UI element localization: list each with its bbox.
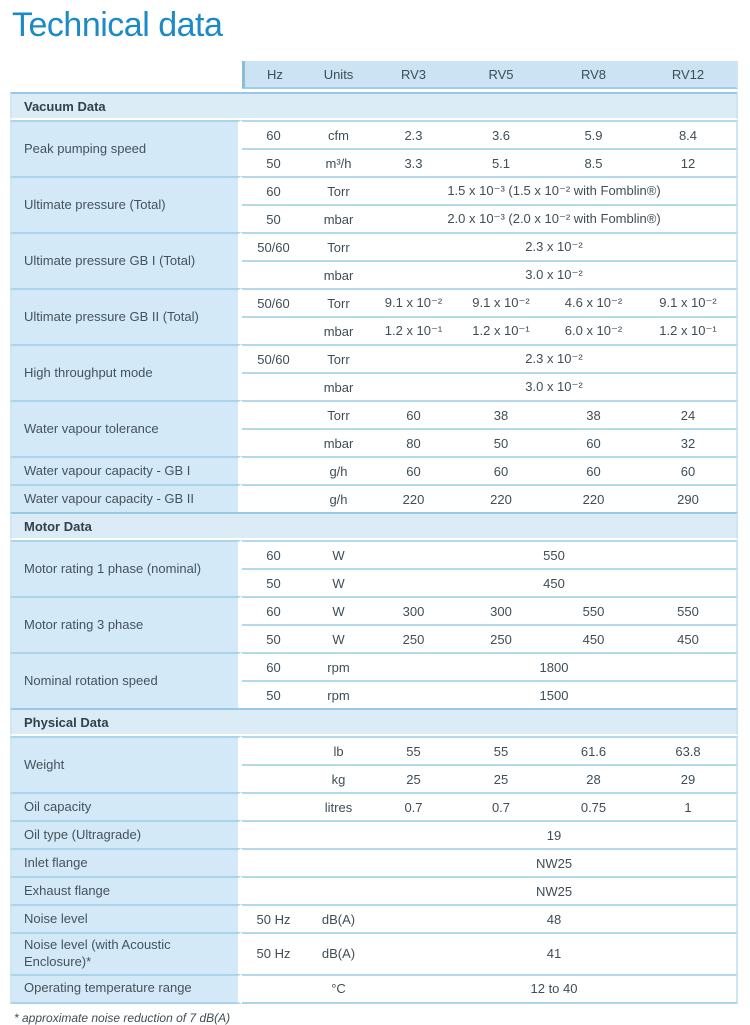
- value-cell: 9.1 x 10⁻²: [640, 288, 738, 316]
- hz-cell: 50/60: [242, 344, 305, 372]
- table-row: [10, 400, 738, 428]
- value-cell: 50: [455, 428, 547, 456]
- value-span-cell: 550: [372, 540, 738, 568]
- row-label: Noise level (with Acoustic Enclosure)*: [10, 932, 242, 974]
- value-cell: 60: [372, 456, 455, 484]
- hz-cell: 50: [242, 148, 305, 176]
- units-cell: litres: [305, 792, 372, 820]
- value-cell: 250: [455, 624, 547, 652]
- hz-cell: [242, 876, 305, 904]
- row-label: Water vapour capacity - GB II: [10, 484, 242, 512]
- value-cell: 60: [547, 428, 640, 456]
- table-row: [10, 736, 738, 764]
- value-span-cell: 2.3 x 10⁻²: [372, 232, 738, 260]
- value-cell: 9.1 x 10⁻²: [455, 288, 547, 316]
- value-cell: 38: [547, 400, 640, 428]
- value-span-cell: 3.0 x 10⁻²: [372, 372, 738, 400]
- value-cell: 61.6: [547, 736, 640, 764]
- section-header: Vacuum Data: [10, 92, 738, 120]
- units-cell: mbar: [305, 372, 372, 400]
- units-cell: g/h: [305, 484, 372, 512]
- value-cell: 8.4: [640, 120, 738, 148]
- column-header-units: Units: [305, 61, 372, 89]
- value-cell: 60: [547, 456, 640, 484]
- column-header-rv5: RV5: [455, 61, 547, 89]
- value-cell: 32: [640, 428, 738, 456]
- table-row: [10, 484, 738, 512]
- hz-cell: 50 Hz: [242, 904, 305, 932]
- value-cell: 1.2 x 10⁻¹: [372, 316, 455, 344]
- value-cell: 24: [640, 400, 738, 428]
- units-cell: dB(A): [305, 932, 372, 974]
- value-cell: 300: [455, 596, 547, 624]
- value-span-cell: 1.5 x 10⁻³ (1.5 x 10⁻² with Fomblin®): [372, 176, 738, 204]
- value-cell: 80: [372, 428, 455, 456]
- row-label: High throughput mode: [10, 344, 242, 400]
- hz-cell: 50: [242, 624, 305, 652]
- units-cell: [305, 848, 372, 876]
- row-label: Water vapour tolerance: [10, 400, 242, 456]
- hz-cell: [242, 484, 305, 512]
- hz-cell: [242, 400, 305, 428]
- value-cell: 290: [640, 484, 738, 512]
- value-cell: 1.2 x 10⁻¹: [640, 316, 738, 344]
- table-row: [10, 652, 738, 680]
- column-header-rv12: RV12: [640, 61, 738, 89]
- value-cell: 29: [640, 764, 738, 792]
- value-span-cell: 1800: [372, 652, 738, 680]
- row-label: Motor rating 1 phase (nominal): [10, 540, 242, 596]
- table-row: [10, 456, 738, 484]
- units-cell: g/h: [305, 456, 372, 484]
- row-label: Weight: [10, 736, 242, 792]
- value-cell: 2.3: [372, 120, 455, 148]
- table-row: [10, 904, 738, 932]
- hz-cell: 50/60: [242, 288, 305, 316]
- units-cell: Torr: [305, 344, 372, 372]
- table-row: [10, 596, 738, 624]
- column-header-rv3: RV3: [372, 61, 455, 89]
- table-row: [10, 120, 738, 148]
- table-header-row: [10, 61, 738, 89]
- value-cell: 450: [547, 624, 640, 652]
- units-cell: Torr: [305, 176, 372, 204]
- units-cell: °C: [305, 974, 372, 1004]
- value-cell: 6.0 x 10⁻²: [547, 316, 640, 344]
- value-cell: 25: [372, 764, 455, 792]
- hz-cell: [242, 736, 305, 764]
- row-label: Nominal rotation speed: [10, 652, 242, 708]
- units-cell: W: [305, 596, 372, 624]
- value-cell: 0.75: [547, 792, 640, 820]
- row-label: Noise level: [10, 904, 242, 932]
- value-cell: 60: [640, 456, 738, 484]
- value-cell: 550: [547, 596, 640, 624]
- hz-cell: 50: [242, 568, 305, 596]
- column-header-hz: Hz: [242, 61, 305, 89]
- units-cell: rpm: [305, 652, 372, 680]
- value-span-cell: 450: [372, 568, 738, 596]
- table-row: [10, 344, 738, 372]
- hz-cell: 50: [242, 680, 305, 708]
- table-row: [10, 288, 738, 316]
- units-cell: Torr: [305, 400, 372, 428]
- value-cell: 3.6: [455, 120, 547, 148]
- units-cell: cfm: [305, 120, 372, 148]
- table-row: [10, 876, 738, 904]
- table-row: [10, 540, 738, 568]
- value-cell: 1.2 x 10⁻¹: [455, 316, 547, 344]
- hz-cell: [242, 848, 305, 876]
- column-header-empty: [10, 61, 242, 89]
- units-cell: mbar: [305, 428, 372, 456]
- hz-cell: [242, 428, 305, 456]
- units-cell: [305, 820, 372, 848]
- units-cell: lb: [305, 736, 372, 764]
- units-cell: [305, 876, 372, 904]
- value-cell: 25: [455, 764, 547, 792]
- table-row: [10, 932, 738, 974]
- value-cell: 0.7: [455, 792, 547, 820]
- spec-table-body: [10, 89, 738, 1004]
- value-cell: 5.1: [455, 148, 547, 176]
- hz-cell: 50/60: [242, 232, 305, 260]
- row-label: Motor rating 3 phase: [10, 596, 242, 652]
- value-cell: 4.6 x 10⁻²: [547, 288, 640, 316]
- value-span-cell: 12 to 40: [372, 974, 738, 1004]
- value-cell: 3.3: [372, 148, 455, 176]
- row-label: Oil capacity: [10, 792, 242, 820]
- units-cell: kg: [305, 764, 372, 792]
- value-span-cell: 2.3 x 10⁻²: [372, 344, 738, 372]
- column-header-rv8: RV8: [547, 61, 640, 89]
- units-cell: mbar: [305, 316, 372, 344]
- value-cell: 0.7: [372, 792, 455, 820]
- table-row: [10, 232, 738, 260]
- units-cell: W: [305, 624, 372, 652]
- value-cell: 220: [372, 484, 455, 512]
- value-cell: 55: [455, 736, 547, 764]
- hz-cell: [242, 372, 305, 400]
- value-span-cell: 41: [372, 932, 738, 974]
- table-row: [10, 974, 738, 1004]
- value-cell: 60: [372, 400, 455, 428]
- section-header: Physical Data: [10, 708, 738, 736]
- units-cell: W: [305, 568, 372, 596]
- table-row: [10, 848, 738, 876]
- value-cell: 450: [640, 624, 738, 652]
- hz-cell: 60: [242, 652, 305, 680]
- value-cell: 1: [640, 792, 738, 820]
- value-span-cell: NW25: [372, 876, 738, 904]
- row-label: Ultimate pressure GB II (Total): [10, 288, 242, 344]
- value-cell: 55: [372, 736, 455, 764]
- hz-cell: 60: [242, 176, 305, 204]
- units-cell: dB(A): [305, 904, 372, 932]
- row-label: Ultimate pressure (Total): [10, 176, 242, 232]
- footnote: * approximate noise reduction of 7 dB(A): [14, 1010, 231, 1025]
- units-cell: rpm: [305, 680, 372, 708]
- hz-cell: [242, 260, 305, 288]
- value-span-cell: NW25: [372, 848, 738, 876]
- value-cell: 9.1 x 10⁻²: [372, 288, 455, 316]
- value-cell: 12: [640, 148, 738, 176]
- units-cell: W: [305, 540, 372, 568]
- value-cell: 28: [547, 764, 640, 792]
- table-row: [10, 176, 738, 204]
- row-label: Peak pumping speed: [10, 120, 242, 176]
- value-cell: 300: [372, 596, 455, 624]
- page: [0, 6, 750, 1025]
- row-label: Inlet flange: [10, 848, 242, 876]
- value-cell: 220: [547, 484, 640, 512]
- section-row: [10, 92, 738, 120]
- value-cell: 550: [640, 596, 738, 624]
- hz-cell: 50 Hz: [242, 932, 305, 974]
- units-cell: mbar: [305, 204, 372, 232]
- value-span-cell: 2.0 x 10⁻³ (2.0 x 10⁻² with Fomblin®): [372, 204, 738, 232]
- row-label: Exhaust flange: [10, 876, 242, 904]
- row-label: Oil type (Ultragrade): [10, 820, 242, 848]
- value-cell: 250: [372, 624, 455, 652]
- section-row: [10, 512, 738, 540]
- units-cell: Torr: [305, 232, 372, 260]
- value-span-cell: 19: [372, 820, 738, 848]
- table-row: [10, 820, 738, 848]
- value-cell: 38: [455, 400, 547, 428]
- value-cell: 5.9: [547, 120, 640, 148]
- hz-cell: 60: [242, 540, 305, 568]
- value-span-cell: 48: [372, 904, 738, 932]
- hz-cell: [242, 764, 305, 792]
- page-title: Technical data: [12, 6, 223, 44]
- table-row: [10, 792, 738, 820]
- hz-cell: [242, 974, 305, 1004]
- hz-cell: [242, 792, 305, 820]
- section-header: Motor Data: [10, 512, 738, 540]
- section-row: [10, 708, 738, 736]
- hz-cell: [242, 316, 305, 344]
- value-cell: 63.8: [640, 736, 738, 764]
- row-label: Water vapour capacity - GB I: [10, 456, 242, 484]
- hz-cell: 60: [242, 596, 305, 624]
- value-cell: 8.5: [547, 148, 640, 176]
- units-cell: m³/h: [305, 148, 372, 176]
- units-cell: mbar: [305, 260, 372, 288]
- hz-cell: [242, 456, 305, 484]
- hz-cell: 60: [242, 120, 305, 148]
- value-span-cell: 3.0 x 10⁻²: [372, 260, 738, 288]
- value-cell: 60: [455, 456, 547, 484]
- row-label: Ultimate pressure GB I (Total): [10, 232, 242, 288]
- technical-data-table: [10, 61, 738, 1004]
- hz-cell: 50: [242, 204, 305, 232]
- value-cell: 220: [455, 484, 547, 512]
- value-span-cell: 1500: [372, 680, 738, 708]
- units-cell: Torr: [305, 288, 372, 316]
- row-label: Operating temperature range: [10, 974, 242, 1004]
- hz-cell: [242, 820, 305, 848]
